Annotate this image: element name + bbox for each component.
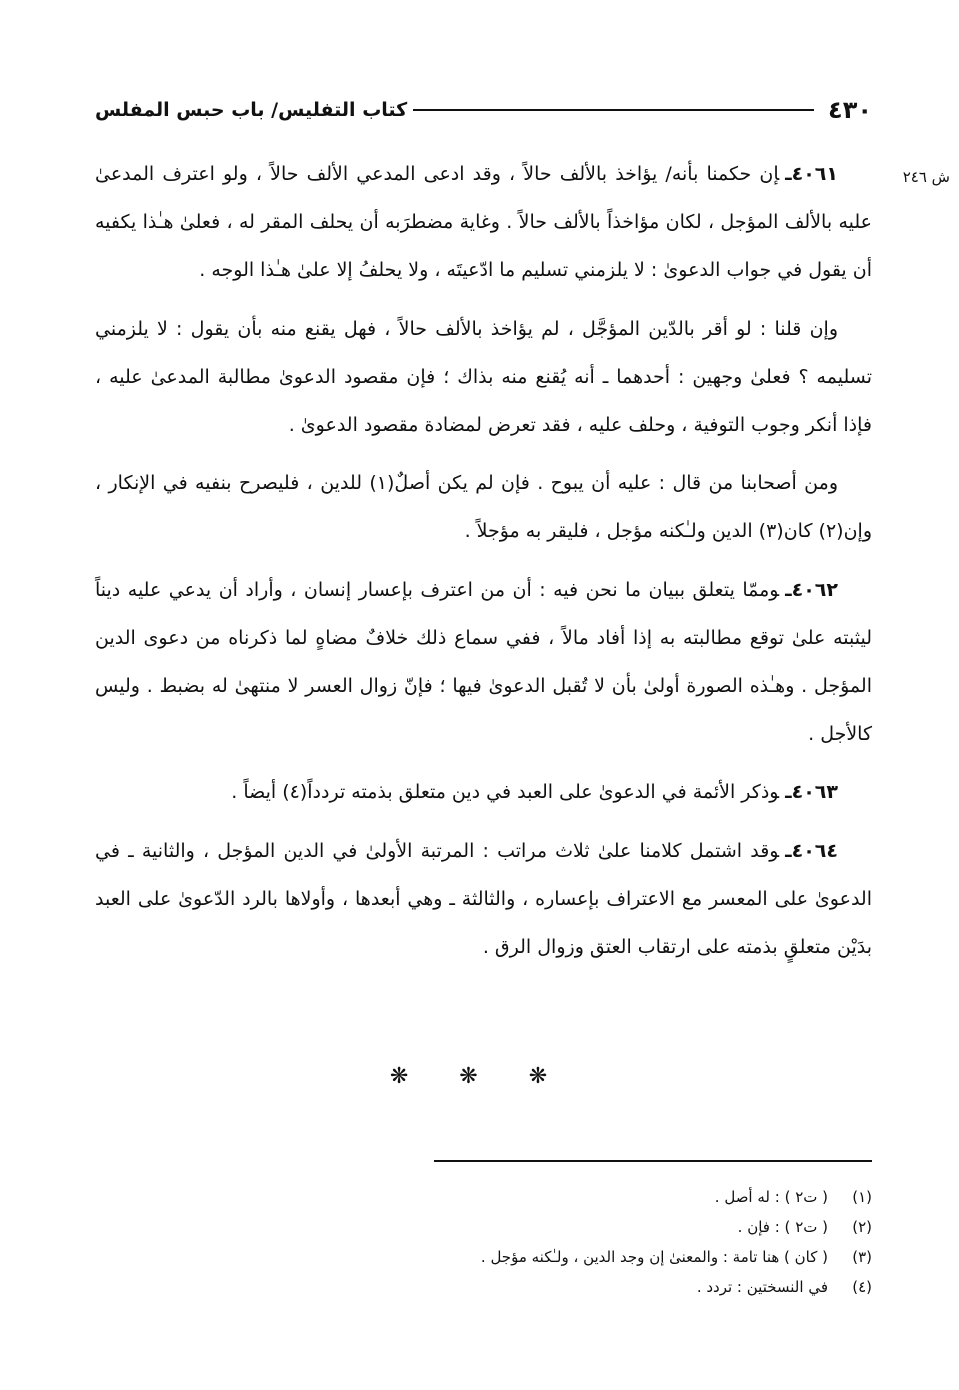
header-rule (413, 109, 814, 111)
footnote (95, 1212, 872, 1242)
paragraph-4062 (95, 566, 872, 759)
paragraph (95, 459, 872, 555)
paragraph-4063 (95, 768, 872, 816)
main-text (95, 150, 872, 981)
footnote (95, 1182, 872, 1212)
footnote-number: (٤) (852, 1278, 872, 1296)
footnote-text: ( كان ) هنا تامة : والمعنىٰ إن وجد الدين ، ولـٰكنه مؤجل . (480, 1248, 828, 1266)
footnote-number: (٣) (852, 1248, 872, 1266)
paragraph-text: وذكر الأئمة في الدعوىٰ على العبد في دين متعلق بذمته تردداً(٤) أيضاً . (231, 781, 780, 804)
footnote-text: ( ت٢ ) : له أصل . (714, 1188, 828, 1206)
page-number: ٤٣٠ (828, 96, 872, 124)
paragraph-number: ٤٠٦١ـ (785, 163, 838, 185)
margin-manuscript-ref: ش ٢٤٦ (902, 168, 950, 186)
paragraph (95, 305, 872, 450)
paragraph-text: إن حكمنا بأنه/ يؤاخذ بالألف حالاً ، وقد ادعى المدعي الألف حالاً ، ولو اعترف المدعىٰ عليه بالألف المؤجل ، لكان مؤاخذاً بالألف حالاً . وغاية مضطرَبه أن يحلف المقر له ، فعلىٰ هـٰذا يكفيه أن يقول في جواب الدعوىٰ : لا يلزمني تسليم ما ادّعيتَه ، ولا يحلفُ إلا علىٰ هـٰذا الوجه . (95, 163, 872, 282)
footnote-rule (434, 1160, 872, 1162)
paragraph-text: وقد اشتمل كلامنا علىٰ ثلاث مراتب : المرتبة الأولىٰ في الدين المؤجل ، والثانية ـ في الدعوىٰ على المعسر مع الاعتراف بإعساره ، والثالثة ـ وهي أبعدها ، وأولاها بالرد الدّعوىٰ على العبد بدَيْن متعلقٍ بذمته على ارتقاب العتق وزوال الرق . (95, 839, 872, 959)
paragraph-4061 (95, 150, 872, 295)
section-separator: ❋ ❋ ❋ (389, 1064, 570, 1089)
paragraph-number: ٤٠٦٣ـ (785, 781, 838, 804)
paragraph-number: ٤٠٦٤ـ (785, 839, 838, 862)
running-title: كتاب التفليس/ باب حبس المفلس (95, 99, 408, 121)
footnote-number: (٢) (852, 1218, 872, 1236)
footnote-number: (١) (852, 1188, 872, 1206)
paragraph-text: وإن قلنا : لو أقر بالدّين المؤجَّل ، لم يؤاخذ بالألف حالاً ، فهل يقنع منه بأن يقول : لا يلزمني تسليمه ؟ فعلىٰ وجهين : أحدهما ـ أنه يُقنع منه بذاك ؛ فإن مقصود الدعوىٰ مطالبة المدعىٰ عليه ، فإذا أنكر وجوب التوفية ، وحلف عليه ، فقد تعرض لمضادة مقصود الدعوىٰ . (95, 317, 872, 437)
footnote (95, 1272, 872, 1302)
paragraph-text: ومن أصحابنا من قال : عليه أن يبوح . فإن لم يكن أصلٌ(١) للدين ، فليصرح بنفيه في الإنكار ، وإن(٢) كان(٣) الدين ولـٰكنه مؤجل ، فليقر به مؤجلاً . (95, 472, 872, 543)
footnote-text: في النسختين : تردد . (696, 1278, 828, 1296)
footnotes (95, 1182, 872, 1302)
paragraph-text: وممّا يتعلق ببيان ما نحن فيه : أن من اعترف بإعسار إنسان ، وأراد أن يدعي عليه ديناً ليثبته علىٰ توقع مطالبته به إذا أفاد مالاً ، ففي سماع ذلك خلافٌ مضاهٍ لما ذكرناه من دعوى الدين المؤجل . وهـٰذه الصورة أولىٰ بأن لا تُقبل الدعوىٰ فيها ؛ فإنّ زوال العسر لا منتهىٰ له بضبط . وليس كالأجل . (95, 578, 872, 746)
running-header (95, 92, 872, 128)
footnote-text: ( ت٢ ) : فإن . (737, 1218, 828, 1236)
paragraph-4064 (95, 827, 872, 972)
footnote (95, 1242, 872, 1272)
paragraph-number: ٤٠٦٢ـ (785, 578, 838, 601)
